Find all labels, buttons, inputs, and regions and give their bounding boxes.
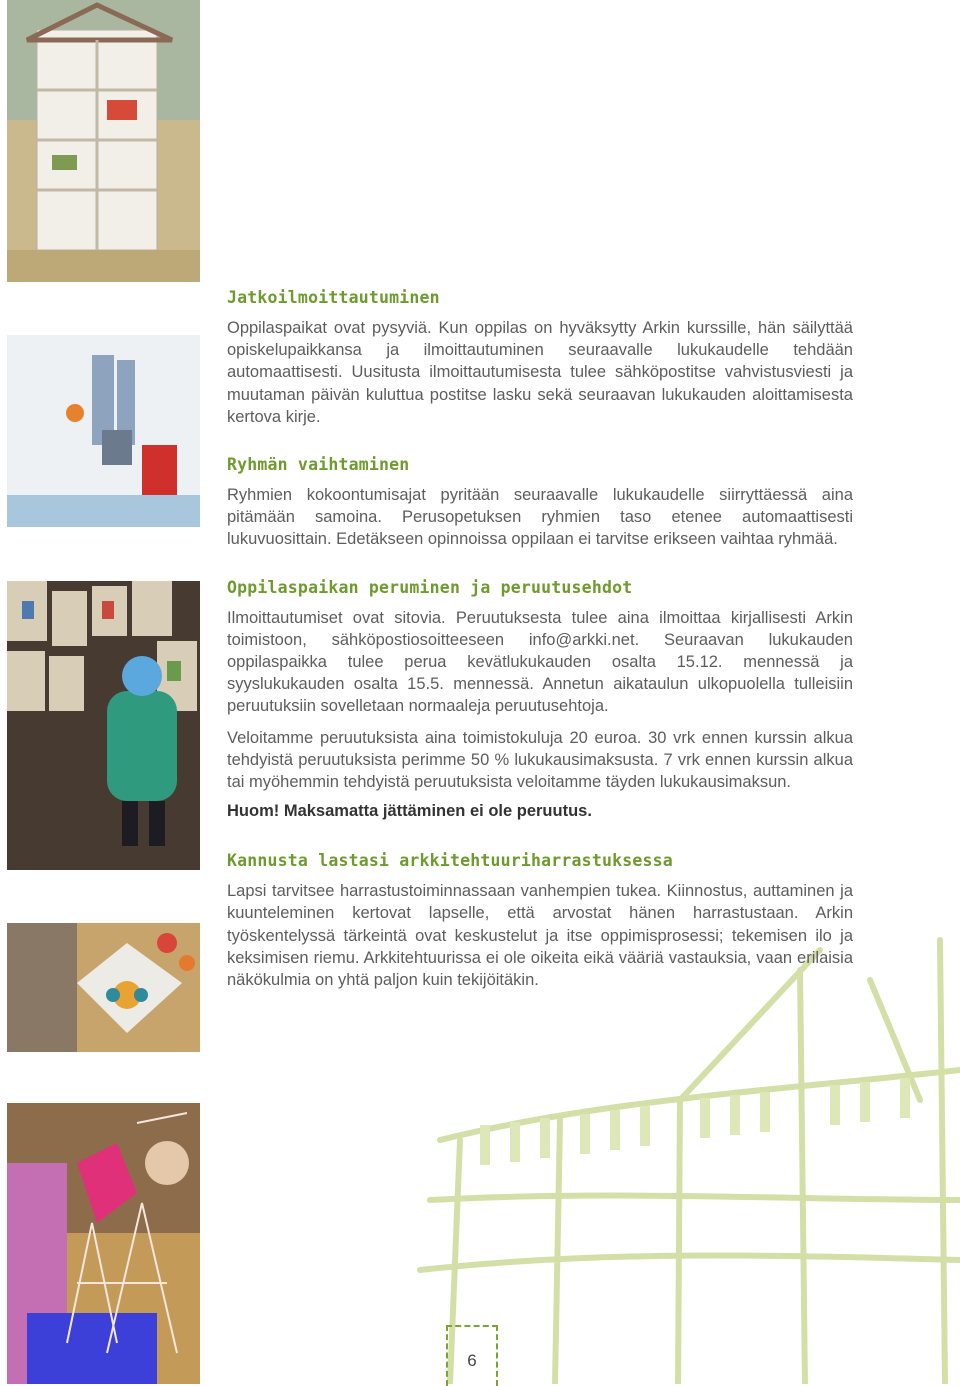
page-number-frame	[446, 1325, 498, 1386]
paragraph: Oppilaspaikat ovat pysyviä. Kun oppilas on hyväksytty Arkin kurssille, hän säilyttää opiskelupaikkansa ja ilmoittautuminen seuraavalle lukukaudelle tehdään automaattisesti. Uusitusta ilmoittautumisesta tulee sähköpostitse vahvistusviesti ja muutaman päivän kuluttua postitse lasku sekä seuraavan lukukauden aloittamisesta kertova kirje.	[227, 319, 853, 426]
section-jatkoilmoittautuminen	[227, 288, 853, 428]
section-title: Ryhmän vaihtaminen	[227, 455, 410, 475]
photo-child-handstand	[7, 335, 200, 527]
paragraph: Ilmoittautumiset ovat sitovia. Peruutuksesta tulee aina ilmoittaa kirjallisesti Arkin toimistoon, sähköpostiosoitteeseen info@arkki.net. Seuraavan lukukauden oppilaspaikka tulee perua kevätlukukauden osalta 15.12. mennessä ja syyslukukauden osalta 15.5. mennessä. Annetun aikataulun ulkopuolella tulleisiin peruutuksiin sovelletaan normaaleja peruutusehtoja.	[227, 608, 853, 716]
section-kannusta-lastasi	[227, 851, 853, 991]
section-title: Oppilaspaikan peruminen ja peruutusehdot	[227, 577, 633, 597]
section-ryhman-vaihtaminen	[227, 455, 853, 551]
paragraph: Ryhmien kokoontumisajat pyritään seuraavalle lukukaudelle siirryttäessä aina pitämään samoina. Perusopetuksen ryhmien taso etenee automaattisesti lukuvuosittain. Edetäkseen opinnoissa oppilaan ei tarvitse erikseen vaihtaa ryhmää.	[227, 486, 853, 549]
photo-children-straw-structure	[7, 1103, 200, 1384]
section-peruutusehdot	[227, 578, 853, 822]
paragraph: Lapsi tarvitsee harrastustoiminnassaan vanhempien tukea. Kiinnostus, auttaminen ja kuunteleminen kertovat lapselle, että arvostat hänen harrastustaan. Arkin työskentelyssä tärkeintä ovat keskustelut ja itse oppimisprosessi; tekemisen ilo ja keksimisen riemu. Arkkitehtuurissa ei ole oikeita eikä vääriä vastauksia, vaan erilaisia näkökulmia on yhtä paljon kuin tekijöitäkin.	[227, 882, 853, 990]
section-title: Jatkoilmoittautuminen	[227, 288, 440, 307]
page-number: 6	[467, 1351, 477, 1370]
important-note: Huom! Maksamatta jättäminen ei ole peruutus.	[227, 802, 592, 821]
photo-craft-table	[7, 923, 200, 1052]
paragraph: Veloitamme peruutuksista aina toimistokuluja 20 euroa. 30 vrk ennen kurssin alkua tehdyistä peruutuksista perimme 50 % lukukausimaksusta. 7 vrk ennen kurssin alkua tai myöhemmin tehdyistä peruutuksista veloitamme täyden lukukausimaksun.	[227, 728, 853, 792]
photo-child-exhibition	[7, 581, 200, 870]
photo-house-model	[7, 0, 200, 282]
main-content	[227, 288, 853, 1000]
section-title: Kannusta lastasi arkkitehtuuriharrastuksessa	[227, 851, 673, 871]
